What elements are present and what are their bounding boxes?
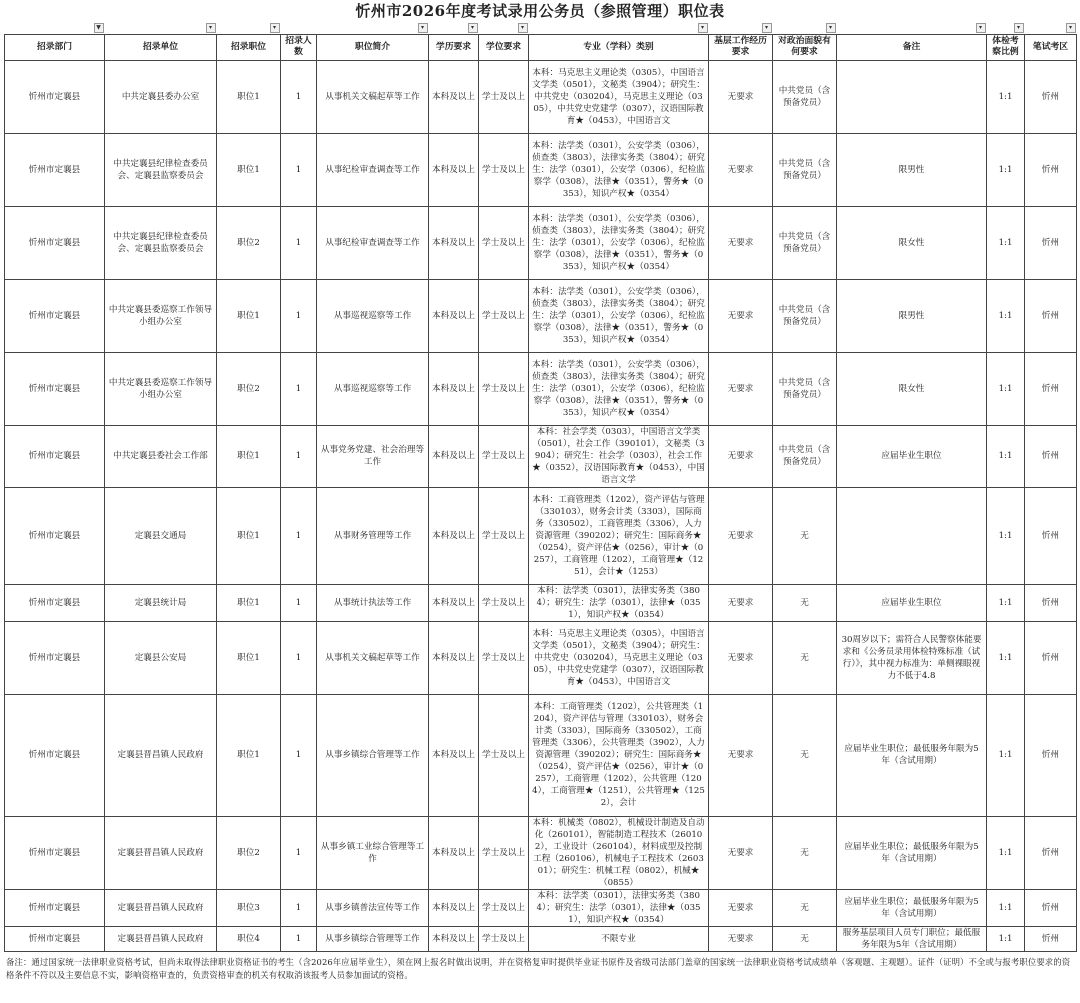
cell-unit: 定襄县晋昌镇人民政府	[105, 694, 217, 816]
table-row	[5, 889, 1077, 926]
cell-major: 本科：工商管理类（1202），公共管理类（1204），资产评估与管理（330103），财务会计类（3303），国际商务（330502），工商管理类（3306），公共管理类（3902），人力资源管理（390202）；研究生：国际商务★（0254），资产评估★（0256），审计★（0257），工商管理（1202），公共管理（1204），工商管理★（1251），公共管理★（1252），会计	[529, 694, 709, 816]
cell-political: 中共党员（含预备党员）	[773, 425, 837, 487]
cell-remark: 服务基层项目人员专门职位；最低服务年限为5年（含试用期）	[837, 926, 987, 951]
cell-position: 职位1	[217, 425, 281, 487]
cell-position: 职位1	[217, 133, 281, 206]
cell-political: 中共党员（含预备党员）	[773, 133, 837, 206]
cell-area: 忻州	[1025, 816, 1077, 889]
cell-unit: 定襄县晋昌镇人民政府	[105, 889, 217, 926]
table-row	[5, 425, 1077, 487]
cell-major: 本科：法学类（0301），法律实务类（3804）；研究生：法学（0301），法律★（0351），知识产权★（0354）	[529, 889, 709, 926]
cell-dept: 忻州市定襄县	[5, 133, 105, 206]
cell-dept: 忻州市定襄县	[5, 816, 105, 889]
filter-dropdown-icon[interactable]: ▾	[1066, 23, 1076, 33]
cell-political: 无	[773, 926, 837, 951]
cell-ratio: 1:1	[987, 60, 1025, 133]
cell-intro: 从事乡镇综合管理等工作	[317, 694, 429, 816]
cell-major: 本科：工商管理类（1202），资产评估与管理（330103），财务会计类（3303），国际商务（330502），工商管理类（3306），人力资源管理（390202）；研究生：国际商务★（0254），资产评估★（0256），审计★（0257），工商管理（1202），工商管理★（1251），会计★（1253）	[529, 487, 709, 584]
cell-degree: 学士及以上	[479, 279, 529, 352]
cell-count: 1	[281, 206, 317, 279]
cell-degree: 学士及以上	[479, 889, 529, 926]
cell-grassroots: 无要求	[709, 816, 773, 889]
cell-position: 职位1	[217, 584, 281, 621]
cell-dept: 忻州市定襄县	[5, 621, 105, 694]
cell-education: 本科及以上	[429, 60, 479, 133]
cell-major: 本科：法学类（0301），公安学类（0306），侦查类（3803），法律实务类（3804）；研究生：法学（0301），公安学（0306），纪检监察学（0308），法律★（0351），警务★（0353），知识产权★（0354）	[529, 279, 709, 352]
cell-degree: 学士及以上	[479, 133, 529, 206]
filter-dropdown-icon[interactable]: ▾	[418, 23, 428, 33]
cell-unit: 中共定襄县委办公室	[105, 60, 217, 133]
cell-count: 1	[281, 487, 317, 584]
cell-grassroots: 无要求	[709, 487, 773, 584]
filter-dropdown-icon[interactable]: ▾	[206, 23, 216, 33]
cell-ratio: 1:1	[987, 279, 1025, 352]
cell-dept: 忻州市定襄县	[5, 926, 105, 951]
table-row	[5, 206, 1077, 279]
cell-grassroots: 无要求	[709, 926, 773, 951]
cell-count: 1	[281, 352, 317, 425]
cell-remark: 30周岁以下；需符合人民警察体能要求和《公务员录用体检特殊标准（试行）》，其中视力标准为：单侧裸眼视力不低于4.8	[837, 621, 987, 694]
cell-dept: 忻州市定襄县	[5, 60, 105, 133]
filter-cell	[529, 22, 709, 34]
cell-political: 中共党员（含预备党员）	[773, 352, 837, 425]
cell-dept: 忻州市定襄县	[5, 279, 105, 352]
cell-unit: 定襄县统计局	[105, 584, 217, 621]
cell-degree: 学士及以上	[479, 60, 529, 133]
cell-degree: 学士及以上	[479, 926, 529, 951]
cell-count: 1	[281, 816, 317, 889]
cell-remark: 限男性	[837, 279, 987, 352]
filter-dropdown-icon[interactable]: ▾	[698, 23, 708, 33]
cell-grassroots: 无要求	[709, 60, 773, 133]
position-table	[4, 22, 1077, 952]
cell-count: 1	[281, 694, 317, 816]
cell-remark: 限男性	[837, 133, 987, 206]
cell-unit: 中共定襄县纪律检查委员会、定襄县监察委员会	[105, 133, 217, 206]
cell-grassroots: 无要求	[709, 425, 773, 487]
cell-position: 职位2	[217, 352, 281, 425]
cell-ratio: 1:1	[987, 694, 1025, 816]
cell-remark: 应届毕业生职位；最低服务年限为5年（含试用期）	[837, 694, 987, 816]
cell-position: 职位2	[217, 816, 281, 889]
column-header: 职位简介	[317, 34, 429, 60]
filter-cell	[317, 22, 429, 34]
cell-political: 无	[773, 889, 837, 926]
cell-position: 职位1	[217, 487, 281, 584]
cell-education: 本科及以上	[429, 889, 479, 926]
cell-intro: 从事巡视巡察等工作	[317, 352, 429, 425]
cell-degree: 学士及以上	[479, 206, 529, 279]
cell-unit: 中共定襄县委巡察工作领导小组办公室	[105, 279, 217, 352]
cell-ratio: 1:1	[987, 621, 1025, 694]
cell-count: 1	[281, 584, 317, 621]
cell-dept: 忻州市定襄县	[5, 352, 105, 425]
cell-grassroots: 无要求	[709, 889, 773, 926]
column-header: 招录部门	[5, 34, 105, 60]
cell-area: 忻州	[1025, 352, 1077, 425]
cell-grassroots: 无要求	[709, 133, 773, 206]
table-row	[5, 352, 1077, 425]
column-header: 学位要求	[479, 34, 529, 60]
column-header: 招录单位	[105, 34, 217, 60]
cell-dept: 忻州市定襄县	[5, 584, 105, 621]
filter-dropdown-icon[interactable]: ▾	[976, 23, 986, 33]
cell-education: 本科及以上	[429, 816, 479, 889]
cell-unit: 定襄县晋昌镇人民政府	[105, 816, 217, 889]
cell-unit: 中共定襄县纪律检查委员会、定襄县监察委员会	[105, 206, 217, 279]
cell-dept: 忻州市定襄县	[5, 206, 105, 279]
cell-intro: 从事财务管理等工作	[317, 487, 429, 584]
cell-unit: 定襄县公安局	[105, 621, 217, 694]
cell-education: 本科及以上	[429, 352, 479, 425]
column-header: 笔试考区	[1025, 34, 1077, 60]
cell-intro: 从事机关文稿起草等工作	[317, 621, 429, 694]
cell-ratio: 1:1	[987, 889, 1025, 926]
cell-area: 忻州	[1025, 694, 1077, 816]
cell-degree: 学士及以上	[479, 584, 529, 621]
cell-area: 忻州	[1025, 926, 1077, 951]
cell-political: 无	[773, 694, 837, 816]
cell-major: 本科：马克思主义理论类（0305），中国语言文学类（0501），文秘类（3904）；研究生：中共党史（030204），马克思主义理论（0305），中共党史党建学（0307），汉语国际教育★（0453），中国语言文	[529, 621, 709, 694]
cell-remark: 应届毕业生职位	[837, 425, 987, 487]
filter-cell	[837, 22, 987, 34]
cell-ratio: 1:1	[987, 584, 1025, 621]
filter-cell	[281, 22, 317, 34]
cell-education: 本科及以上	[429, 279, 479, 352]
cell-intro: 从事乡镇普法宣传等工作	[317, 889, 429, 926]
cell-position: 职位1	[217, 60, 281, 133]
cell-area: 忻州	[1025, 133, 1077, 206]
cell-position: 职位1	[217, 279, 281, 352]
cell-grassroots: 无要求	[709, 584, 773, 621]
cell-count: 1	[281, 889, 317, 926]
cell-position: 职位4	[217, 926, 281, 951]
cell-unit: 定襄县晋昌镇人民政府	[105, 926, 217, 951]
cell-area: 忻州	[1025, 621, 1077, 694]
table-row	[5, 584, 1077, 621]
cell-degree: 学士及以上	[479, 487, 529, 584]
cell-major: 本科：法学类（0301），公安学类（0306），侦查类（3803），法律实务类（3804）；研究生：法学（0301），公安学（0306），纪检监察学（0308），法律★（0351），警务★（0353），知识产权★（0354）	[529, 206, 709, 279]
cell-political: 无	[773, 487, 837, 584]
table-row	[5, 487, 1077, 584]
filter-cell	[429, 22, 479, 34]
cell-ratio: 1:1	[987, 206, 1025, 279]
cell-dept: 忻州市定襄县	[5, 425, 105, 487]
cell-major: 本科：马克思主义理论类（0305），中国语言文学类（0501），文秘类（3904）；研究生：中共党史（030204），马克思主义理论（0305），中共党史党建学（0307），汉语国际教育★（0453），中国语言文	[529, 60, 709, 133]
cell-major: 本科：法学类（0301），公安学类（0306），侦查类（3803），法律实务类（3804）；研究生：法学（0301），公安学（0306），纪检监察学（0308），法律★（0351），警务★（0353），知识产权★（0354）	[529, 352, 709, 425]
cell-area: 忻州	[1025, 584, 1077, 621]
page-title: 忻州市2026年度考试录用公务员（参照管理）职位表	[355, 2, 725, 20]
cell-ratio: 1:1	[987, 352, 1025, 425]
cell-degree: 学士及以上	[479, 425, 529, 487]
cell-unit: 定襄县交通局	[105, 487, 217, 584]
cell-intro: 从事统计执法等工作	[317, 584, 429, 621]
cell-intro: 从事乡镇综合管理等工作	[317, 926, 429, 951]
cell-count: 1	[281, 621, 317, 694]
table-row	[5, 133, 1077, 206]
cell-grassroots: 无要求	[709, 694, 773, 816]
cell-political: 无	[773, 621, 837, 694]
footnote: 备注：通过国家统一法律职业资格考试，但尚未取得法律职业资格证书的考生（含2026年应届毕业生），须在网上报名时做出说明，并在资格复审时提供毕业证书原件及省级司法部门盖章的国家统一法律职业资格考试成绩单（客观题、主观题）。证件（证明）不全或与报考职位要求的资格条件不符以及主要信息不实，影响资格审查的，负责资格审查的机关有权取消该报考人员参加面试的资格。	[6, 956, 1071, 980]
column-header: 基层工作经历要求	[709, 34, 773, 60]
cell-political: 中共党员（含预备党员）	[773, 206, 837, 279]
table-row	[5, 694, 1077, 816]
cell-grassroots: 无要求	[709, 621, 773, 694]
cell-remark: 限女性	[837, 352, 987, 425]
cell-degree: 学士及以上	[479, 816, 529, 889]
table-row	[5, 621, 1077, 694]
cell-education: 本科及以上	[429, 206, 479, 279]
cell-major: 本科：法学类（0301），法律实务类（3804）；研究生：法学（0301），法律★（0351），知识产权★（0354）	[529, 584, 709, 621]
cell-count: 1	[281, 279, 317, 352]
cell-remark: 应届毕业生职位；最低服务年限为5年（含试用期）	[837, 816, 987, 889]
cell-ratio: 1:1	[987, 816, 1025, 889]
filter-cell	[773, 22, 837, 34]
cell-ratio: 1:1	[987, 425, 1025, 487]
cell-political: 中共党员（含预备党员）	[773, 279, 837, 352]
cell-count: 1	[281, 60, 317, 133]
cell-area: 忻州	[1025, 60, 1077, 133]
cell-area: 忻州	[1025, 889, 1077, 926]
cell-dept: 忻州市定襄县	[5, 487, 105, 584]
cell-remark	[837, 60, 987, 133]
cell-degree: 学士及以上	[479, 352, 529, 425]
table-row	[5, 60, 1077, 133]
cell-intro: 从事纪检审查调查等工作	[317, 133, 429, 206]
filter-cell	[1025, 22, 1077, 34]
filter-cell	[5, 22, 105, 34]
filter-row	[5, 22, 1077, 34]
filter-cell	[105, 22, 217, 34]
cell-education: 本科及以上	[429, 425, 479, 487]
filter-dropdown-icon[interactable]: ▾	[826, 23, 836, 33]
cell-education: 本科及以上	[429, 694, 479, 816]
cell-education: 本科及以上	[429, 584, 479, 621]
cell-area: 忻州	[1025, 487, 1077, 584]
cell-count: 1	[281, 425, 317, 487]
cell-remark: 应届毕业生职位	[837, 584, 987, 621]
cell-major: 不限专业	[529, 926, 709, 951]
column-header: 招录职位	[217, 34, 281, 60]
cell-intro: 从事机关文稿起草等工作	[317, 60, 429, 133]
column-header: 学历要求	[429, 34, 479, 60]
filter-cell	[987, 22, 1025, 34]
cell-area: 忻州	[1025, 279, 1077, 352]
table-row	[5, 279, 1077, 352]
filter-dropdown-icon[interactable]: ▾	[518, 23, 528, 33]
cell-intro: 从事纪检审查调查等工作	[317, 206, 429, 279]
cell-education: 本科及以上	[429, 621, 479, 694]
filter-funnel-icon[interactable]: ▼	[94, 23, 104, 33]
cell-dept: 忻州市定襄县	[5, 889, 105, 926]
cell-intro: 从事乡镇工业综合管理等工作	[317, 816, 429, 889]
cell-political: 中共党员（含预备党员）	[773, 60, 837, 133]
filter-cell	[217, 22, 281, 34]
cell-remark	[837, 487, 987, 584]
cell-position: 职位1	[217, 621, 281, 694]
cell-education: 本科及以上	[429, 487, 479, 584]
cell-intro: 从事党务党建、社会治理等工作	[317, 425, 429, 487]
cell-grassroots: 无要求	[709, 206, 773, 279]
cell-grassroots: 无要求	[709, 352, 773, 425]
cell-education: 本科及以上	[429, 926, 479, 951]
cell-remark: 应届毕业生职位；最低服务年限为5年（含试用期）	[837, 889, 987, 926]
cell-count: 1	[281, 133, 317, 206]
cell-major: 本科：社会学类（0303），中国语言文学类（0501），社会工作（390101），文秘类（3904）；研究生：社会学（0303），社会工作★（0352），汉语国际教育★（0453），中国语言文学	[529, 425, 709, 487]
column-header: 招录人数	[281, 34, 317, 60]
cell-unit: 中共定襄县委巡察工作领导小组办公室	[105, 352, 217, 425]
cell-grassroots: 无要求	[709, 279, 773, 352]
cell-political: 无	[773, 816, 837, 889]
cell-ratio: 1:1	[987, 487, 1025, 584]
filter-cell	[709, 22, 773, 34]
column-header: 体检考察比例	[987, 34, 1025, 60]
cell-position: 职位2	[217, 206, 281, 279]
cell-political: 无	[773, 584, 837, 621]
filter-dropdown-icon[interactable]: ▾	[1014, 23, 1024, 33]
cell-degree: 学士及以上	[479, 621, 529, 694]
cell-count: 1	[281, 926, 317, 951]
column-header: 备注	[837, 34, 987, 60]
cell-major: 本科：法学类（0301），公安学类（0306），侦查类（3803），法律实务类（3804）；研究生：法学（0301），公安学（0306），纪检监察学（0308），法律★（0351），警务★（0353），知识产权★（0354）	[529, 133, 709, 206]
header-row	[5, 34, 1077, 60]
cell-major: 本科：机械类（0802），机械设计制造及自动化（260101），智能制造工程技术（260102），工业设计（260104），材料成型及控制工程（260106），机械电子工程技术（260301）；研究生：机械工程（0802），机械★（0855）	[529, 816, 709, 889]
filter-dropdown-icon[interactable]: ▾	[468, 23, 478, 33]
filter-cell	[479, 22, 529, 34]
column-header: 对政治面貌有何要求	[773, 34, 837, 60]
cell-unit: 中共定襄县委社会工作部	[105, 425, 217, 487]
cell-area: 忻州	[1025, 206, 1077, 279]
cell-education: 本科及以上	[429, 133, 479, 206]
cell-position: 职位1	[217, 694, 281, 816]
column-header: 专业（学科）类别	[529, 34, 709, 60]
cell-area: 忻州	[1025, 425, 1077, 487]
cell-position: 职位3	[217, 889, 281, 926]
table-row	[5, 926, 1077, 951]
filter-dropdown-icon[interactable]: ▾	[270, 23, 280, 33]
cell-intro: 从事巡视巡察等工作	[317, 279, 429, 352]
cell-ratio: 1:1	[987, 926, 1025, 951]
cell-degree: 学士及以上	[479, 694, 529, 816]
table-row	[5, 816, 1077, 889]
cell-remark: 限女性	[837, 206, 987, 279]
cell-dept: 忻州市定襄县	[5, 694, 105, 816]
cell-ratio: 1:1	[987, 133, 1025, 206]
filter-dropdown-icon[interactable]: ▾	[762, 23, 772, 33]
